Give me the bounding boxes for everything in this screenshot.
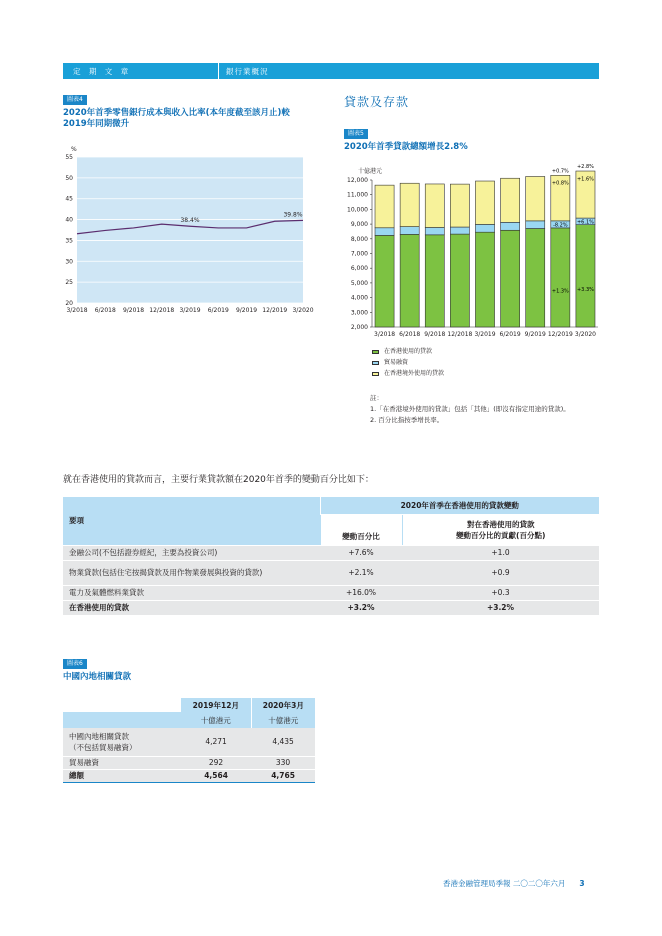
- chart5-y-tick: 8,000: [350, 235, 368, 243]
- chart5-x-tick: 3/2019: [474, 331, 496, 338]
- chart5-bar-segment: [475, 224, 494, 232]
- chart5-y-tick: 3,000: [350, 309, 368, 317]
- table-row: [63, 585, 599, 600]
- col-dec2019-unit: 十億港元: [181, 712, 251, 728]
- chart4-x-tick: 12/2019: [262, 307, 288, 314]
- header-section: 定 期 文 章: [73, 67, 132, 76]
- chart5-data-label: +2.8%: [576, 164, 594, 171]
- row-item: 金融公司(不包括證券經紀，主要為投資公司): [63, 545, 320, 560]
- chart4-x-tick: 3/2020: [292, 307, 314, 314]
- chart5-x-tick: 12/2019: [547, 331, 573, 338]
- row-pct: +2.1%: [320, 560, 402, 585]
- blank-header-2: [63, 712, 181, 728]
- row-mar2020: 330: [251, 756, 315, 769]
- row-dec2019: 292: [181, 756, 251, 769]
- legend-swatch-yellow: [372, 372, 379, 376]
- chart5-y-tick: 2,000: [350, 324, 368, 331]
- chart5-data-label: +6.1%: [576, 219, 594, 226]
- chart4-y-tick: 25: [65, 279, 73, 287]
- chart5-bar-segment: [425, 227, 444, 234]
- chart4-y-tick: 45: [65, 195, 73, 203]
- legend-item-2: 貿易融資: [372, 359, 408, 367]
- chart5-data-label: +0.8%: [551, 180, 569, 187]
- chart5-x-tick: 6/2019: [499, 331, 521, 338]
- chart5-bar-segment: [576, 225, 595, 327]
- page-number: 3: [579, 879, 585, 888]
- chart4-x-tick: 6/2019: [207, 307, 229, 314]
- chart5-x-tick: 3/2018: [374, 331, 396, 338]
- chart5-bar-segment: [375, 235, 394, 327]
- blank-header: [63, 698, 181, 712]
- chart5-bar-segment: [526, 221, 545, 229]
- chart5-data-label: +1.6%: [576, 176, 594, 183]
- table-total-row: [63, 769, 315, 782]
- col-item-header: 要項: [63, 497, 320, 545]
- chart5-bar-segment: [501, 178, 520, 222]
- chart5-label: 圖表5: [344, 129, 368, 139]
- header-divider: [218, 63, 219, 79]
- row-mar2020: 4,435: [251, 728, 315, 756]
- row-item: 貿易融資: [63, 756, 181, 769]
- chart5-bar-segment: [501, 222, 520, 230]
- chart5-y-tick: 7,000: [350, 250, 368, 258]
- chart5-bar-segment: [400, 234, 419, 327]
- page-header: [63, 63, 599, 79]
- row-item: 電力及氣體燃料業貸款: [63, 585, 320, 600]
- table-row: [63, 756, 315, 769]
- chart5-y-tick: 9,000: [350, 221, 368, 229]
- header-article: 銀行業概況: [226, 67, 269, 76]
- row-item: 在香港使用的貸款: [63, 600, 320, 615]
- chart5-stacked-bar-chart: [338, 160, 600, 342]
- loans-change-table: [63, 497, 599, 616]
- chart4-unit: %: [71, 146, 77, 153]
- note-2: 2. 百分比指按季增長率。: [370, 416, 444, 424]
- group-header: 2020年首季在香港使用的貸款變動: [320, 497, 599, 514]
- notes: [370, 393, 600, 426]
- legend-swatch-blue: [372, 361, 379, 365]
- col-dec2019-header: 2019年12月: [181, 698, 251, 712]
- chart5-bar-segment: [551, 228, 570, 327]
- notes-title: 註：: [370, 394, 383, 402]
- chart4-data-label: 39.8%: [283, 211, 303, 219]
- chart5-bar-segment: [450, 234, 469, 327]
- chart4-y-tick: 50: [65, 174, 73, 182]
- chart5-bar-segment: [425, 235, 444, 327]
- note-1: 1.「在香港境外使用的貸款」包括「其他」(即沒有指定用途的貸款)。: [370, 405, 570, 413]
- row-contrib: +0.9: [402, 560, 599, 585]
- body-paragraph: 就在香港使用的貸款而言，主要行業貸款額在2020年首季的變動百分比如下：: [63, 475, 374, 485]
- chart5-y-tick: 4,000: [350, 294, 368, 302]
- chart5-bar-segment: [375, 185, 394, 228]
- chart4-line-chart: [60, 140, 330, 320]
- row-item: 總額: [69, 771, 84, 780]
- chart4-x-tick: 6/2018: [94, 307, 116, 314]
- col-pct-header: 變動百分比: [320, 514, 402, 545]
- chart5-bar-segment: [425, 184, 444, 228]
- col-mar2020-header: 2020年3月: [251, 698, 315, 712]
- chart5-bar-segment: [526, 176, 545, 220]
- chart6-title: 中國內地相關貸款: [63, 672, 132, 682]
- table-row: [63, 545, 599, 560]
- table-row: [63, 560, 599, 585]
- row-contrib: +0.3: [402, 585, 599, 600]
- row-pct: +7.6%: [320, 545, 402, 560]
- chart5-bar-segment: [400, 183, 419, 226]
- chart5-bar-segment: [475, 232, 494, 327]
- chart5-data-label: -8.2%: [553, 222, 568, 229]
- table-row: [63, 728, 315, 756]
- row-pct: +16.0%: [320, 585, 402, 600]
- chart4-x-tick: 9/2019: [235, 307, 258, 314]
- chart4-x-tick: 9/2018: [122, 307, 145, 314]
- chart5-data-label: +3.3%: [576, 287, 594, 294]
- chart5-x-tick: 12/2018: [447, 331, 473, 338]
- row-item: 物業貸款(包括住宅按揭貸款及用作物業發展與投資的貸款): [63, 560, 320, 585]
- chart5-bar-segment: [400, 227, 419, 235]
- chart5-unit: 十億港元: [358, 168, 383, 175]
- row-contrib: +1.0: [402, 545, 599, 560]
- chart4-y-tick: 35: [65, 237, 73, 245]
- chart5-y-tick: 12,000: [347, 177, 368, 184]
- chart5-data-label: +0.7%: [551, 168, 569, 175]
- col-mar2020-unit: 十億港元: [251, 712, 315, 728]
- page-footer: [443, 878, 585, 889]
- chart5-data-label: +1.3%: [551, 288, 569, 295]
- chart5-y-tick: 10,000: [347, 206, 368, 214]
- chart4-x-tick: 3/2018: [66, 307, 88, 314]
- mainland-loans-table: [63, 698, 315, 783]
- chart5-x-tick: 9/2018: [424, 331, 446, 338]
- row-dec2019: 4,564: [204, 771, 228, 780]
- col-contrib-header: 對在香港使用的貸款 變動百分比的貢獻(百分點): [402, 514, 599, 545]
- chart4-data-label: 38.4%: [180, 217, 200, 225]
- chart4-x-tick: 3/2019: [179, 307, 201, 314]
- chart4-y-tick: 55: [65, 154, 73, 161]
- chart5-bar-segment: [450, 227, 469, 234]
- chart5-bar-segment: [375, 228, 394, 236]
- chart6-label: 圖表6: [63, 659, 87, 669]
- row-item: 中國內地相關貸款 （不包括貿易融資）: [63, 728, 181, 756]
- legend-item-3: 在香港境外使用的貸款: [372, 370, 444, 378]
- chart5-y-tick: 6,000: [350, 265, 368, 273]
- chart4-y-tick: 30: [65, 258, 73, 266]
- row-dec2019: 4,271: [181, 728, 251, 756]
- legend-item-1: 在香港使用的貸款: [372, 348, 432, 356]
- chart5-y-tick: 5,000: [350, 279, 368, 287]
- chart4-y-tick: 20: [65, 300, 73, 307]
- footer-publication: 香港金融管理局季報 二〇二〇年六月: [443, 879, 566, 888]
- chart5-x-tick: 3/2020: [574, 331, 596, 338]
- chart5-title: 2020年首季貸款總額增長2.8%: [344, 142, 468, 152]
- chart5-bar-segment: [526, 229, 545, 327]
- chart4-x-tick: 12/2018: [149, 307, 175, 314]
- table-total-row: [63, 600, 599, 615]
- chart5-x-tick: 6/2018: [399, 331, 421, 338]
- chart4-title: 2020年首季零售銀行成本與收入比率(本年度截至該月止)較2019年同期微升: [63, 108, 290, 129]
- chart5-bar-segment: [475, 181, 494, 224]
- chart5-x-tick: 9/2019: [524, 331, 546, 338]
- section-title: 貸款及存款: [344, 95, 410, 109]
- chart5-bar-segment: [501, 230, 520, 327]
- chart4-label: 圖表4: [63, 95, 87, 105]
- row-contrib: +3.2%: [402, 600, 599, 615]
- chart5-y-tick: 11,000: [347, 191, 368, 199]
- legend-swatch-green: [372, 350, 379, 354]
- row-mar2020: 4,765: [271, 771, 295, 780]
- row-pct: +3.2%: [320, 600, 402, 615]
- chart4-y-tick: 40: [65, 216, 73, 224]
- chart5-bar-segment: [450, 184, 469, 227]
